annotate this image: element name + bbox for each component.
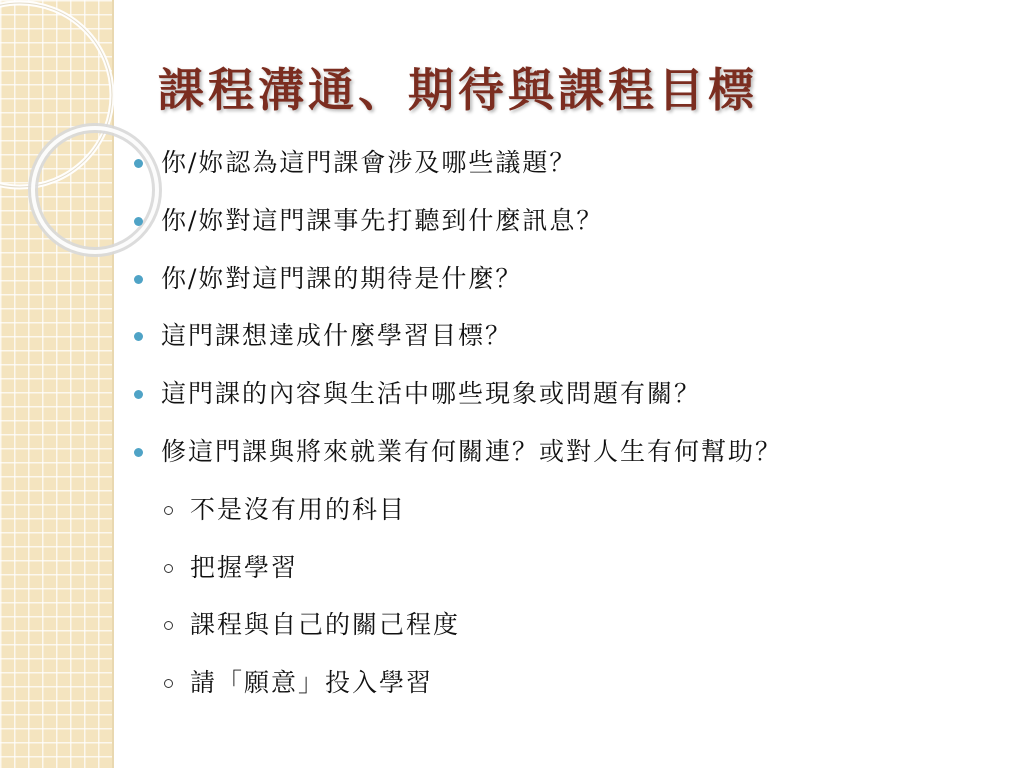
sub-bullet-ring-icon: [164, 679, 173, 688]
bullet-dot-icon: [134, 159, 143, 168]
sub-bullet-ring-icon: [164, 621, 173, 630]
sub-bullet-text: 不是沒有用的科目: [190, 494, 407, 524]
sub-bullet-item: [134, 660, 782, 718]
bullet-text: 這門課的內容與生活中哪些現象或問題有關？: [161, 379, 702, 409]
bullet-item: [134, 371, 782, 429]
sub-bullet-item: [134, 545, 782, 603]
bullet-list: [134, 140, 782, 718]
bullet-dot-icon: [134, 332, 143, 341]
bullet-dot-icon: [134, 275, 143, 284]
bullet-text: 你/妳認為這門課會涉及哪些議題？: [161, 148, 577, 177]
bullet-item: [134, 313, 782, 371]
slide-title: 課程溝通、期待與課程目標: [158, 63, 758, 117]
bullet-text: 修這門課與將來就業有何關連？或對人生有何幫助？: [161, 436, 783, 466]
sub-bullet-text: 課程與自己的關己程度: [190, 610, 461, 640]
bullet-text: 這門課想達成什麼學習目標？: [161, 321, 513, 351]
bullet-item: [134, 140, 782, 198]
bullet-item: [134, 429, 782, 487]
sub-bullet-ring-icon: [164, 506, 173, 515]
sub-bullet-item: [134, 602, 782, 660]
sub-bullet-ring-icon: [164, 564, 173, 573]
bullet-dot-icon: [134, 217, 143, 226]
sub-bullet-text: 請「願意」投入學習: [190, 668, 434, 698]
sub-bullet-item: [134, 487, 782, 545]
bullet-dot-icon: [134, 390, 143, 399]
sub-bullet-text: 把握學習: [190, 552, 299, 582]
bullet-item: [134, 198, 782, 256]
bullet-text: 你/妳對這門課的期待是什麼？: [161, 263, 523, 293]
bullet-dot-icon: [134, 448, 143, 457]
bullet-item: [134, 256, 782, 314]
bullet-text: 你/妳對這門課事先打聽到什麼訊息？: [161, 205, 604, 235]
